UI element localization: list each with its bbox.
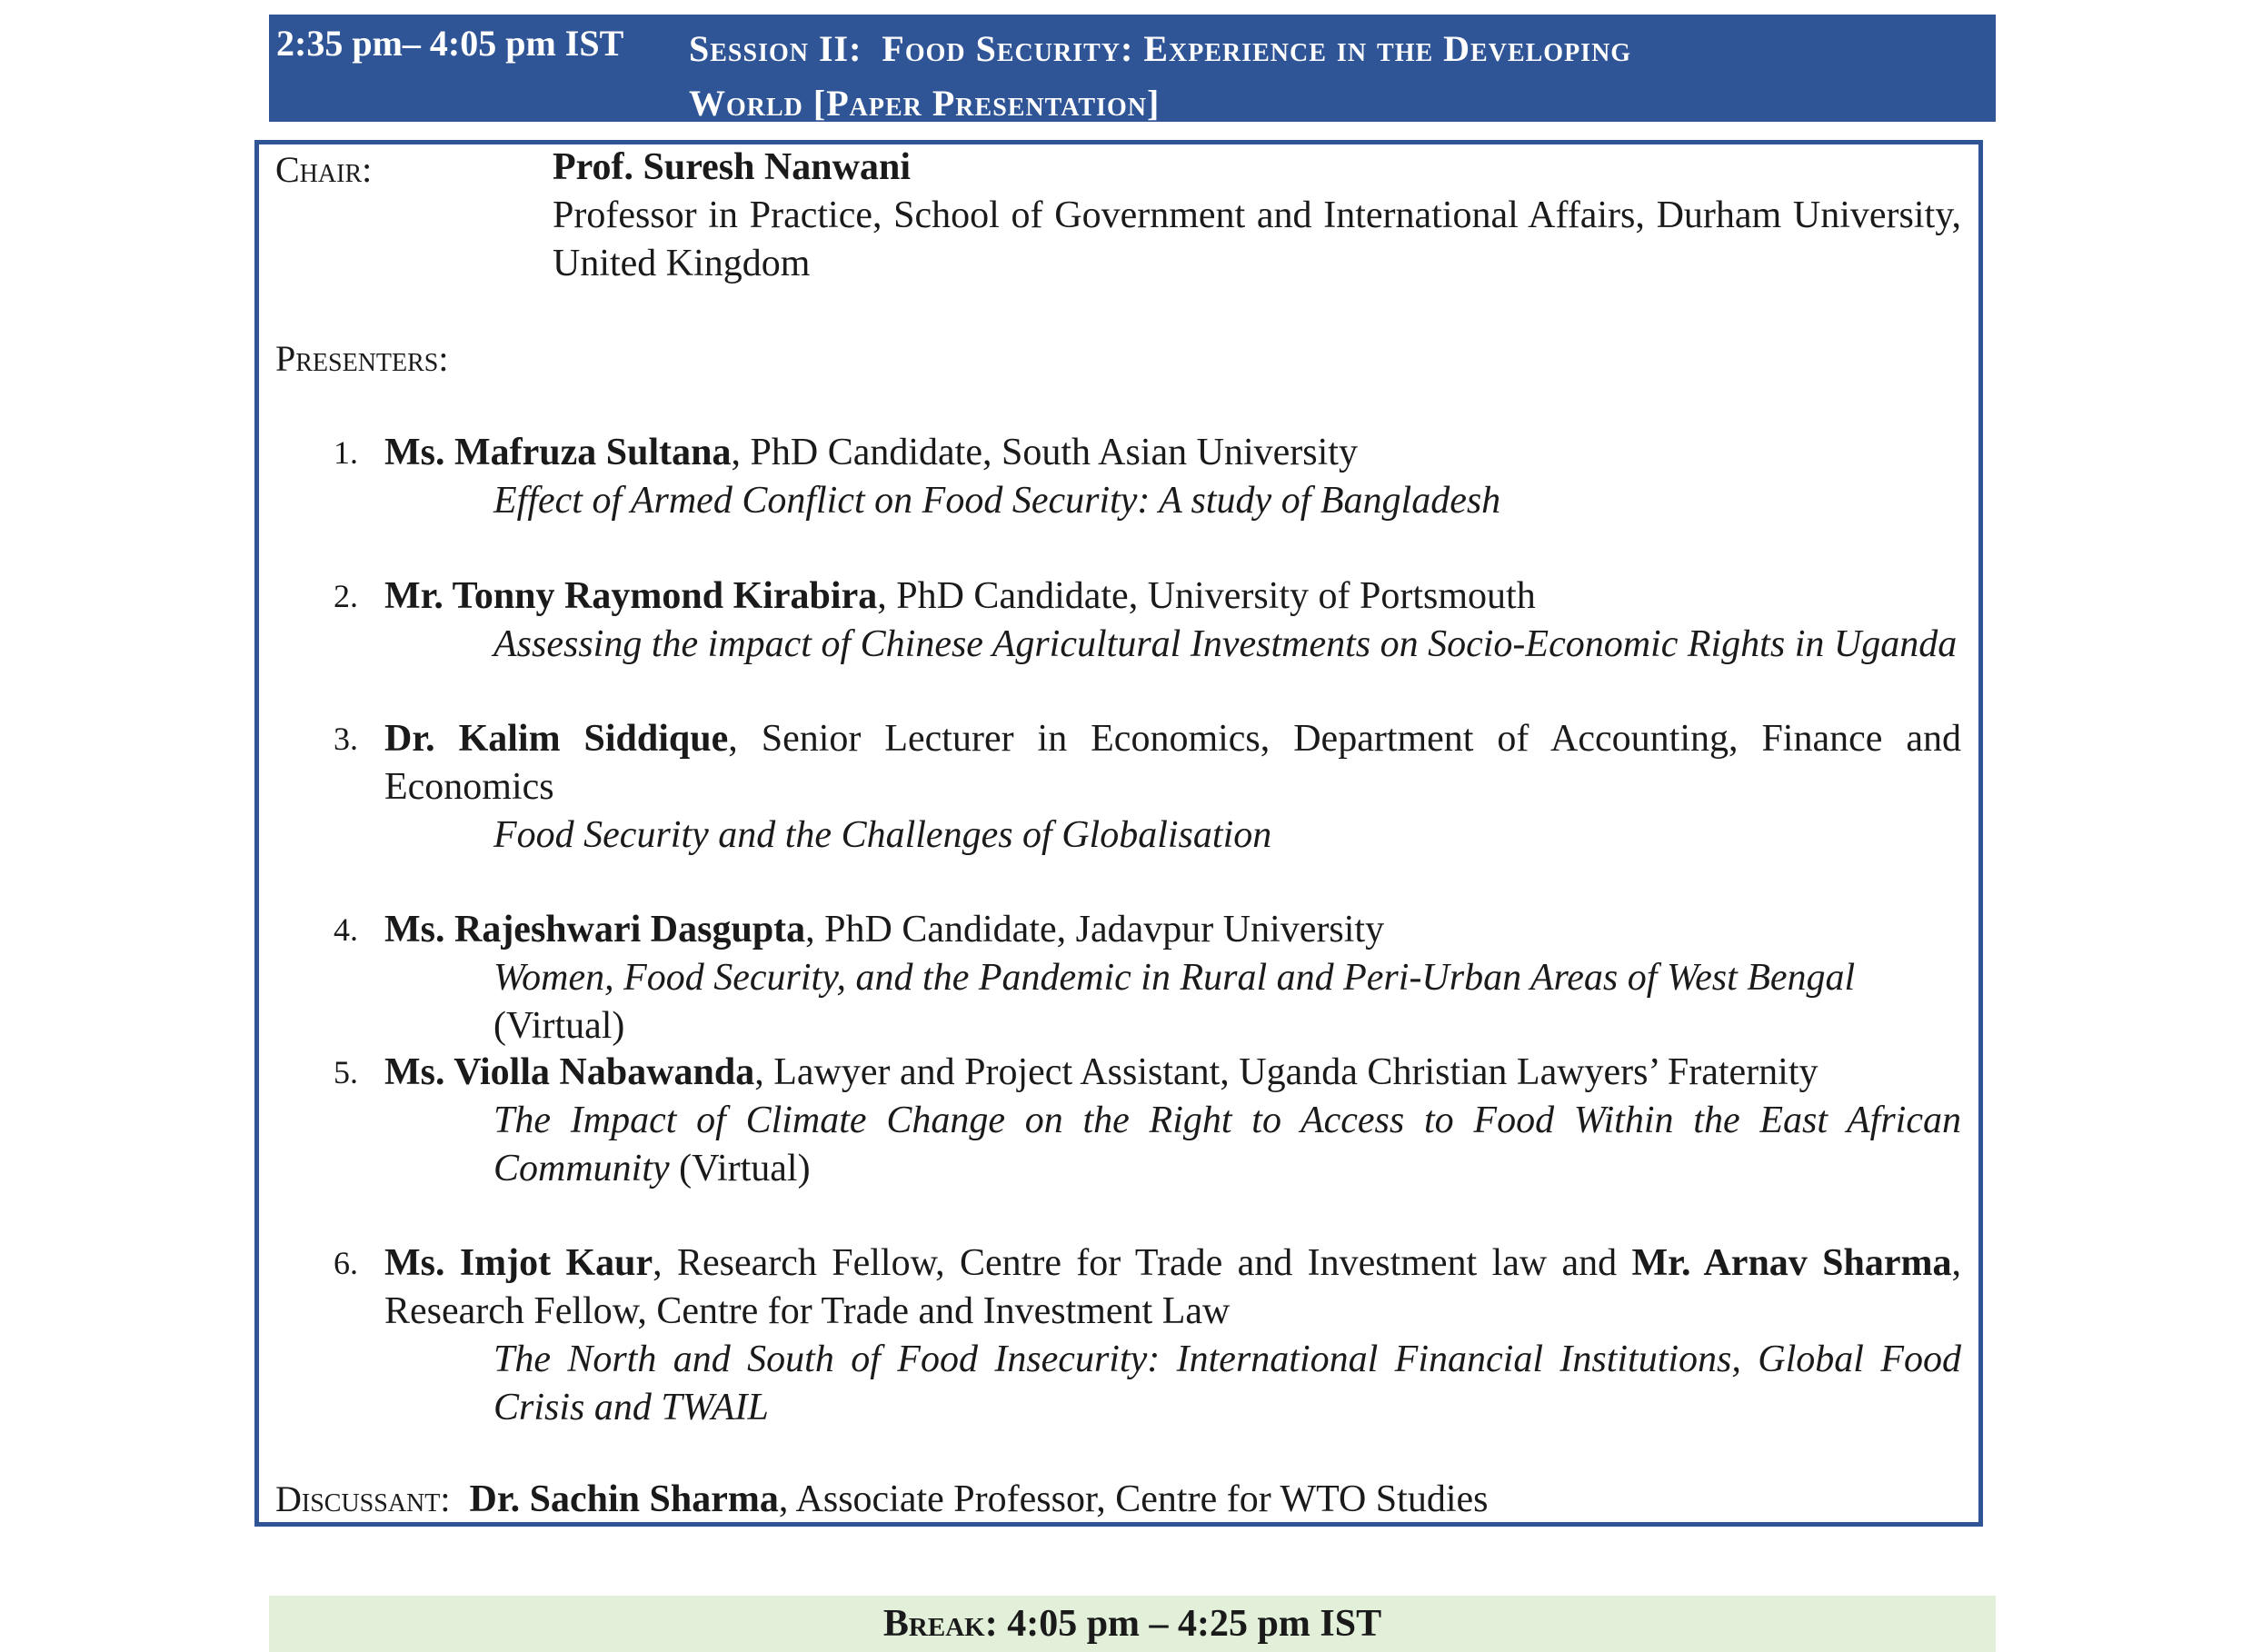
- presenter-line: [384, 1239, 1961, 1336]
- presenter-line: [384, 906, 1961, 954]
- paper-title: The Impact of Climate Change on the Right to Access to Food Within the East African Community: [493, 1100, 1961, 1189]
- presenter-affiliation: , Lawyer and Project Assistant, Uganda Christian Lawyers’ Fraternity: [754, 1051, 1819, 1093]
- break-time: 4:05 pm – 4:25 pm IST: [997, 1603, 1382, 1645]
- paper-note: (Virtual): [493, 1005, 625, 1047]
- paper-title: Food Security and the Challenges of Globalisation: [493, 814, 1272, 856]
- presenter-affiliation: , PhD Candidate, Jadavpur University: [805, 909, 1385, 950]
- presenter-name: Ms. Rajeshwari Dasgupta: [384, 909, 806, 950]
- presenter-name: Ms. Mafruza Sultana: [384, 432, 732, 473]
- presenter-name: Ms. Violla Nabawanda: [384, 1051, 755, 1093]
- presenter-affiliation: , Research Fellow, Centre for Trade and Investment law and: [653, 1242, 1632, 1284]
- paper-title: Women, Food Security, and the Pandemic in Rural and Peri-Urban Areas of West Bengal: [493, 957, 1856, 999]
- presenter-number: 5.: [334, 1054, 358, 1090]
- discussant-affiliation: , Associate Professor, Centre for WTO Studies: [778, 1478, 1489, 1520]
- chair-label: Chair:: [275, 149, 373, 190]
- session-title-line2: World [Paper Presentation]: [689, 83, 1161, 124]
- presenter-affiliation-2: , Research Fellow, Centre for Trade and Investment Law: [384, 1242, 1961, 1332]
- presenter-line: [384, 1049, 1961, 1097]
- presenter-line: [384, 715, 1961, 811]
- presenter-number: 6.: [334, 1245, 358, 1281]
- paper-line: [493, 954, 1961, 1050]
- session-time: 2:35 pm– 4:05 pm IST: [276, 23, 624, 64]
- presenter-name: Dr. Kalim Siddique: [384, 718, 729, 760]
- paper-line: [493, 1097, 1961, 1193]
- chair-name: Prof. Suresh Nanwani: [553, 146, 912, 188]
- paper-title: Assessing the impact of Chinese Agricultural Investments on Socio-Economic Rights in Uganda: [493, 623, 1958, 665]
- presenter-number: 4.: [334, 911, 358, 948]
- paper-title: Effect of Armed Conflict on Food Security: A study of Bangladesh: [493, 480, 1501, 522]
- presenter-name: Ms. Imjot Kaur: [384, 1242, 653, 1284]
- presenter-line: [384, 572, 1961, 621]
- discussant-label: Discussant:: [275, 1478, 451, 1519]
- discussant-name: Dr. Sachin Sharma: [469, 1478, 779, 1520]
- presenter-number: 3.: [334, 721, 358, 757]
- break-bar: [269, 1596, 1996, 1652]
- presenter-name-2: Mr. Arnav Sharma: [1631, 1242, 1952, 1284]
- discussant-line: [275, 1475, 1489, 1524]
- presenter-number: 2.: [334, 578, 358, 614]
- session-title-line1: Session II: Food Security: Experience in the Developing: [689, 28, 1632, 69]
- chair-affiliation: Professor in Practice, School of Government and International Affairs, Durham University, United Kingdom: [553, 194, 1961, 284]
- break-label: Break:: [882, 1603, 998, 1645]
- session-header: [269, 15, 1996, 122]
- presenter-line: [384, 429, 1961, 477]
- presenter-affiliation: , PhD Candidate, University of Portsmouth: [877, 575, 1536, 617]
- presenter-number: 1.: [334, 434, 358, 471]
- presenter-name: Mr. Tonny Raymond Kirabira: [384, 575, 878, 617]
- paper-note: (Virtual): [669, 1148, 811, 1189]
- presenters-label: Presenters:: [275, 338, 449, 379]
- session-title: [689, 22, 1988, 131]
- paper-title: The North and South of Food Insecurity: International Financial Institutions, Global Food Crisis and TWAIL: [493, 1339, 1961, 1428]
- presenter-affiliation: , PhD Candidate, South Asian University: [731, 432, 1358, 473]
- presenter-affiliation: , Senior Lecturer in Economics, Department of Accounting, Finance and Economics: [384, 718, 1961, 808]
